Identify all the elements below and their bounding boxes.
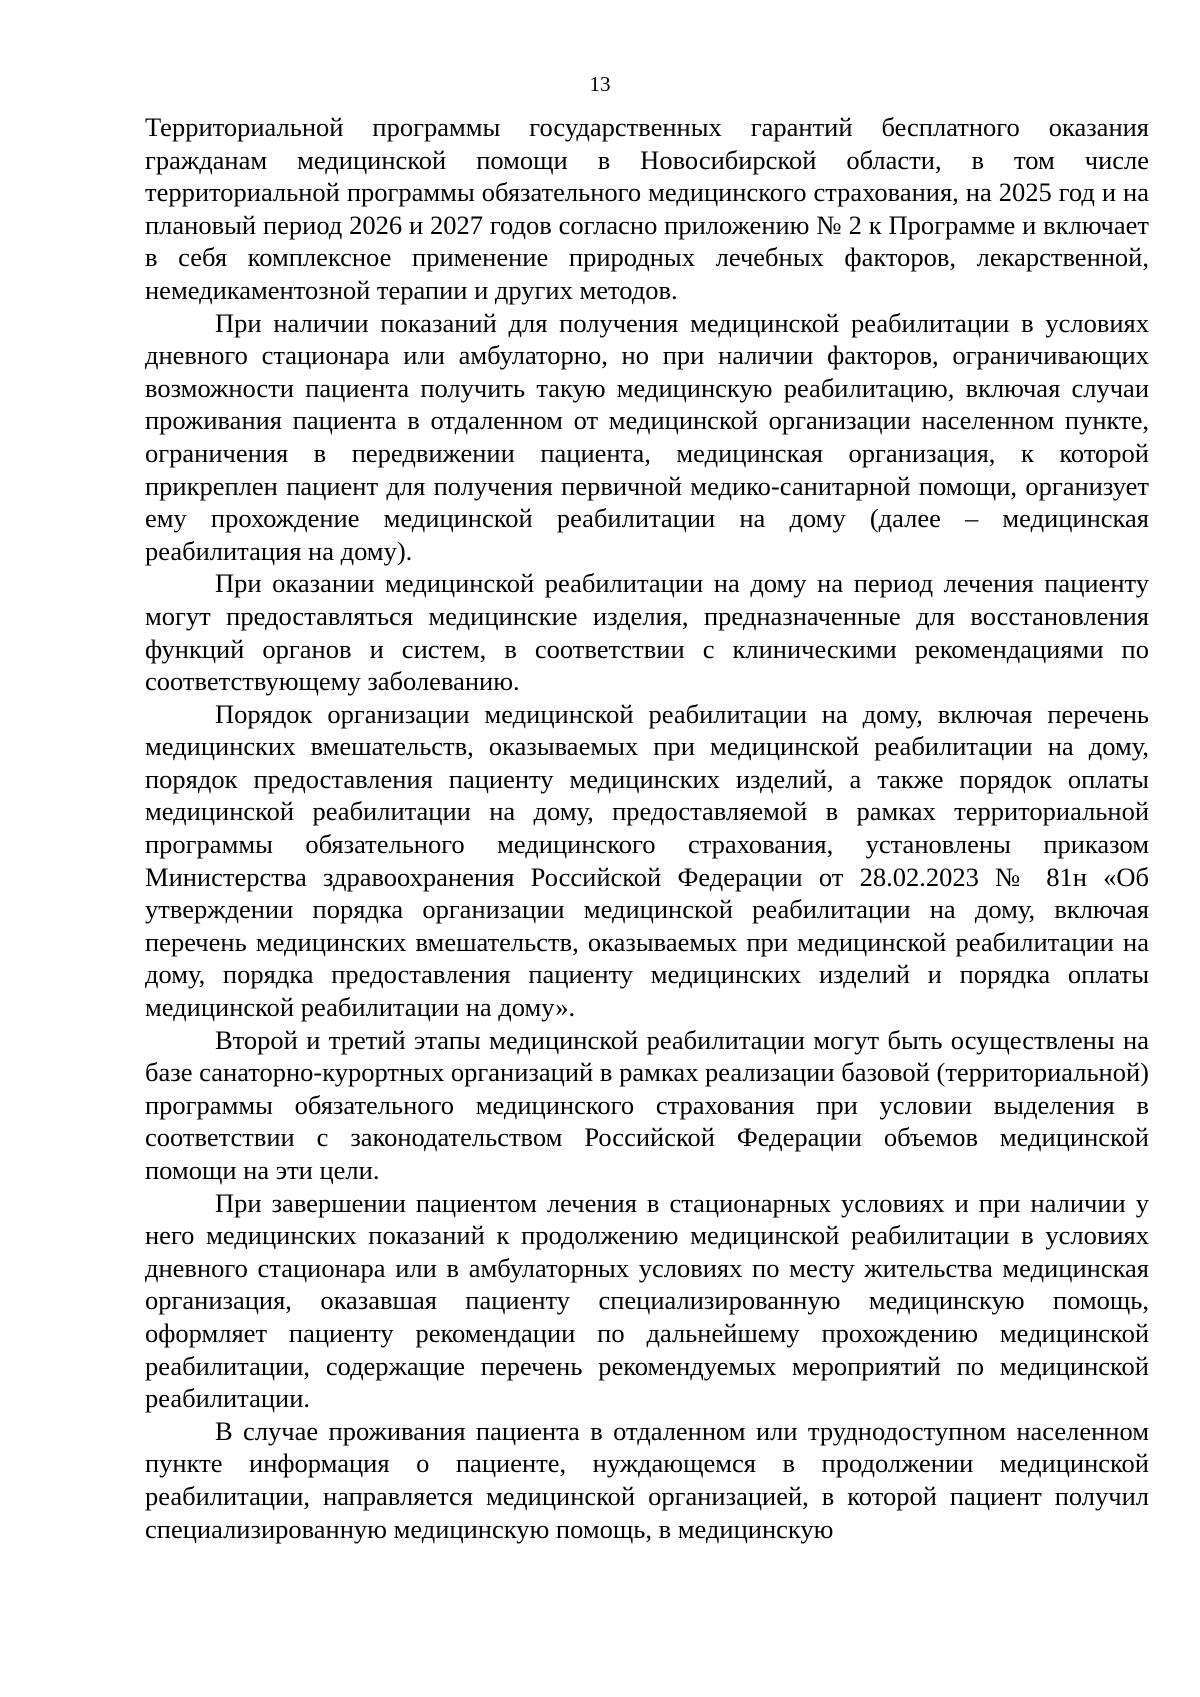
paragraph-procedure-order: Порядок организации медицинской реабилитации на дому, включая перечень медицинских вмешательств, оказываемых при медицинской реабилитации на дому, порядок предоставления пациенту медицинских изделий, а также порядок оплаты медицинской реабилитации на дому, предоставляемой в рамках территориальной программы обязательного медицинского страхования, установлены приказом Министерства здравоохранения Российской Федерации от 28.02.2023 № 81н «Об утверждении порядка организации медицинской реабилитации на дому, включая перечень медицинских вмешательств, оказываемых при медицинской реабилитации на дому, порядка предоставления пациенту медицинских изделий и порядка оплаты медицинской реабилитации на дому».: [145, 698, 1149, 1023]
paragraph-home-rehabilitation: При наличии показаний для получения медицинской реабилитации в условиях дневного стационара или амбулаторно, но при наличии факторов, ограничивающих возможности пациента получить такую медицинскую реабилитацию, включая случаи проживания пациента в отдаленном от медицинской организации населенном пункте, ограничения в передвижении пациента, медицинская организация, к которой прикреплен пациент для получения первичной медико-санитарной помощи, организует ему прохождение медицинской реабилитации на дому (далее – медицинская реабилитация на дому).: [145, 307, 1149, 566]
document-body: [145, 111, 1149, 1545]
page-number: 13: [589, 72, 611, 96]
paragraph-remote-settlement: В случае проживания пациента в отдаленном или труднодоступном населенном пункте информация о пациенте, нуждающемся в продолжении медицинской реабилитации, направляется медицинской организацией, в которой пациент получил специализированную медицинскую помощь, в медицинскую: [145, 1415, 1149, 1544]
paragraph-discharge-recommendations: При завершении пациентом лечения в стационарных условиях и при наличии у него медицинских показаний к продолжению медицинской реабилитации в условиях дневного стационара или в амбулаторных условиях по месту жительства медицинская организация, оказавшая пациенту специализированную медицинскую помощь, оформляет пациенту рекомендации по дальнейшему прохождению медицинской реабилитации, содержащие перечень рекомендуемых мероприятий по медицинской реабилитации.: [145, 1187, 1149, 1414]
paragraph-continuation: Территориальной программы государственных гарантий бесплатного оказания гражданам медицинской помощи в Новосибирской области, в том числе территориальной программы обязательного медицинского страхования, на 2025 год и на плановый период 2026 и 2027 годов согласно приложению № 2 к Программе и включает в себя комплексное применение природных лечебных факторов, лекарственной, немедикаментозной терапии и других методов.: [145, 112, 1149, 305]
paragraph-rehabilitation-stages: Второй и третий этапы медицинской реабилитации могут быть осуществлены на базе санаторно-курортных организаций в рамках реализации базовой (территориальной) программы обязательного медицинского страхования при условии выделения в соответствии с законодательством Российской Федерации объемов медицинской помощи на эти цели.: [145, 1024, 1149, 1185]
paragraph-medical-devices: При оказании медицинской реабилитации на дому на период лечения пациенту могут предоставляться медицинские изделия, предназначенные для восстановления функций органов и систем, в соответствии с клиническими рекомендациями по соответствующему заболеванию.: [145, 568, 1149, 697]
